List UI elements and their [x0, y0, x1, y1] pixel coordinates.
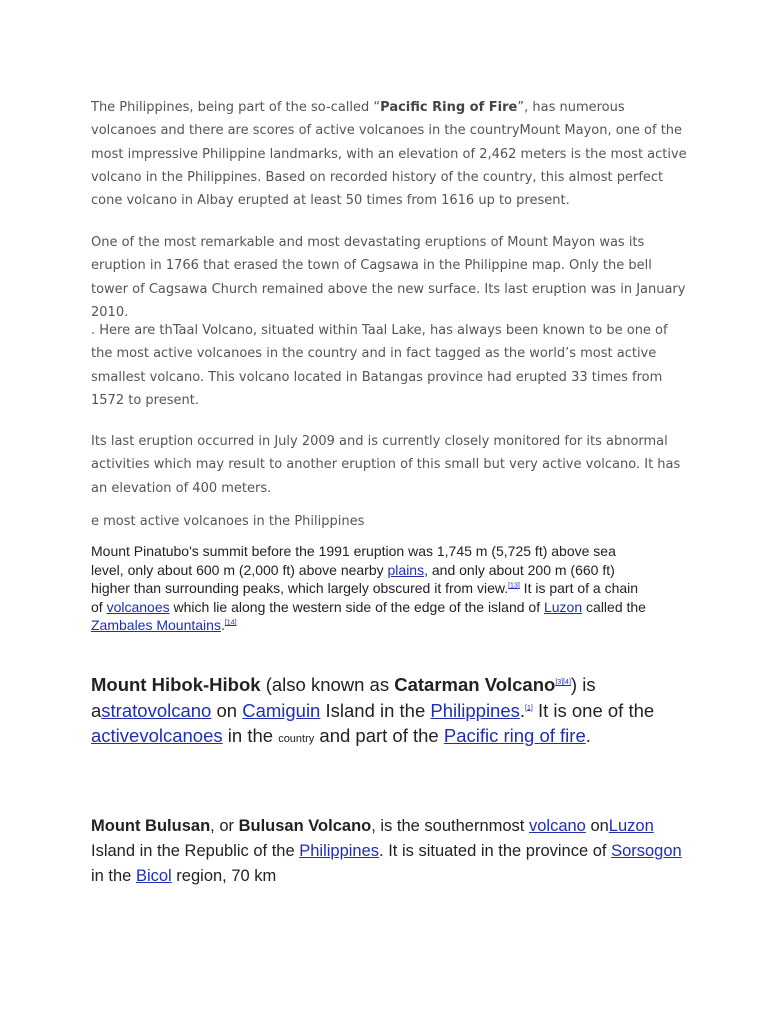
pinatubo-text-4: which lie along the western side of the edge of the island of [169, 598, 544, 615]
bulusan-text-6: in the [91, 867, 136, 885]
bulusan-text-3: on [585, 817, 609, 835]
bulusan-text-1: , or [210, 817, 239, 835]
ref-13 [508, 582, 520, 589]
bulusan-philippines-link[interactable]: Philippines [299, 842, 380, 860]
mayon-eruption-paragraph: One of the most remarkable and most devastating eruptions of Mount Mayon was its eruption in 1766 that erased the town of Cagsawa in the Philippine map. Only the bell tower of Cagsawa Church remained above the new surface. Its last eruption was in January 2010. [91, 235, 686, 320]
hibok-text-7: in the [222, 725, 279, 746]
ref-1-link[interactable]: [1] [525, 704, 533, 712]
pacific-ring-bold: Pacific Ring of Fire [380, 100, 518, 115]
country-small-text: country [278, 733, 315, 745]
bicol-link[interactable]: Bicol [135, 867, 172, 885]
pinatubo-text-6: . [220, 617, 225, 633]
hibok-hibok-name: Mount Hibok-Hibok [91, 674, 261, 695]
luzon-link[interactable]: Luzon [543, 598, 583, 615]
sorsogon-link[interactable]: Sorsogon [611, 842, 682, 860]
intro-text-end: ”, has numerous volcanoes and there are scores of active volcanoes in the countryMount Mayon, one of the most impressive Philippine landmarks, with an elevation of 2,462 meters is the most active volcano in the Philippines. Based on recorded history of the country, this almost perfect cone volcano in Albay erupted at least 50 times from 1616 up to present. [91, 100, 687, 209]
volcano-link[interactable]: volcano [528, 817, 586, 835]
taal-paragraph: . Here are thTaal Volcano, situated within Taal Lake, has always been known to be one of the most active volcanoes in the country and in fact tagged as the world’s most active smallest volcano. This volcano located in Batangas province had erupted 33 times from 1572 to present. [91, 323, 668, 408]
pinatubo-text-2: , and only about 200 m (660 ft) higher than surrounding peaks, which largely obscured it from view. [91, 561, 615, 596]
ref-14-link[interactable]: [14] [224, 619, 237, 627]
volcanoes-link[interactable]: volcanoes [106, 598, 170, 615]
pinatubo-text-5: called the [582, 598, 646, 615]
hibok-text-3: on [211, 699, 243, 721]
bulusan-text-5: . It is situated in the province of [379, 842, 612, 860]
philippines-link[interactable]: Philippines [430, 699, 520, 721]
ref-3-link[interactable]: [3] [555, 678, 564, 686]
plains-link[interactable]: plains [387, 561, 425, 578]
bulusan-text-7: region, 70 km [171, 867, 277, 885]
stratovolcano-link[interactable]: stratovolcano [101, 699, 212, 721]
bulusan-luzon-link[interactable]: Luzon [608, 817, 654, 835]
zambales-mountains-link[interactable]: Zambales Mountains [91, 617, 221, 633]
camiguin-link[interactable]: Camiguin [242, 699, 321, 721]
bulusan-paragraph [91, 814, 691, 889]
pinatubo-text-3: It is part of a chain of [91, 580, 639, 615]
hibok-text-4: Island in the [320, 699, 431, 721]
ref-13-link[interactable]: [13] [508, 582, 520, 590]
active-volcanoes-link[interactable]: activevolcanoes [91, 725, 223, 746]
pinatubo-paragraph [91, 542, 651, 635]
hibok-hibok-paragraph [91, 672, 681, 753]
hibok-text-1: (also known as [260, 674, 395, 695]
hibok-text-8: and part of the [314, 725, 444, 746]
intro-paragraph [91, 96, 691, 212]
ref-14 [225, 619, 237, 626]
bulusan-text-2: , is the southernmost [371, 817, 529, 835]
hibok-text-5: . [519, 699, 526, 721]
pacific-ring-of-fire-link[interactable]: Pacific ring of fire [443, 725, 586, 746]
intro-text-start: The Philippines, being part of the so-called “ [91, 100, 381, 115]
catarman-volcano-name: Catarman Volcano [394, 674, 556, 695]
ref-1 [525, 704, 533, 711]
ref-4 [563, 679, 571, 686]
taal-last-eruption-paragraph: Its last eruption occurred in July 2009 and is currently closely monitored for its abnormal activities which may result to another eruption of this small but very active volcano. It has an elevation of 400 meters. [91, 434, 681, 496]
bulusan-text-4: Island in the Republic of the [91, 842, 300, 860]
bulusan-volcano-name: Bulusan Volcano [238, 817, 372, 835]
bulusan-name: Mount Bulusan [91, 817, 211, 835]
hibok-text-9: . [585, 725, 591, 746]
hibok-text-6: It is one of the [532, 699, 655, 721]
pinatubo-text-1: Mount Pinatubo's summit before the 1991 eruption was 1,745 m (5,725 ft) above sea level, only about 600 m (2,000 ft) above nearby [91, 543, 616, 578]
hibok-text-2: ) is a [91, 674, 596, 721]
active-volcanoes-fragment: e most active volcanoes in the Philippines [91, 514, 365, 529]
ref-3 [555, 679, 563, 686]
ref-4-link[interactable]: [4] [563, 678, 571, 686]
